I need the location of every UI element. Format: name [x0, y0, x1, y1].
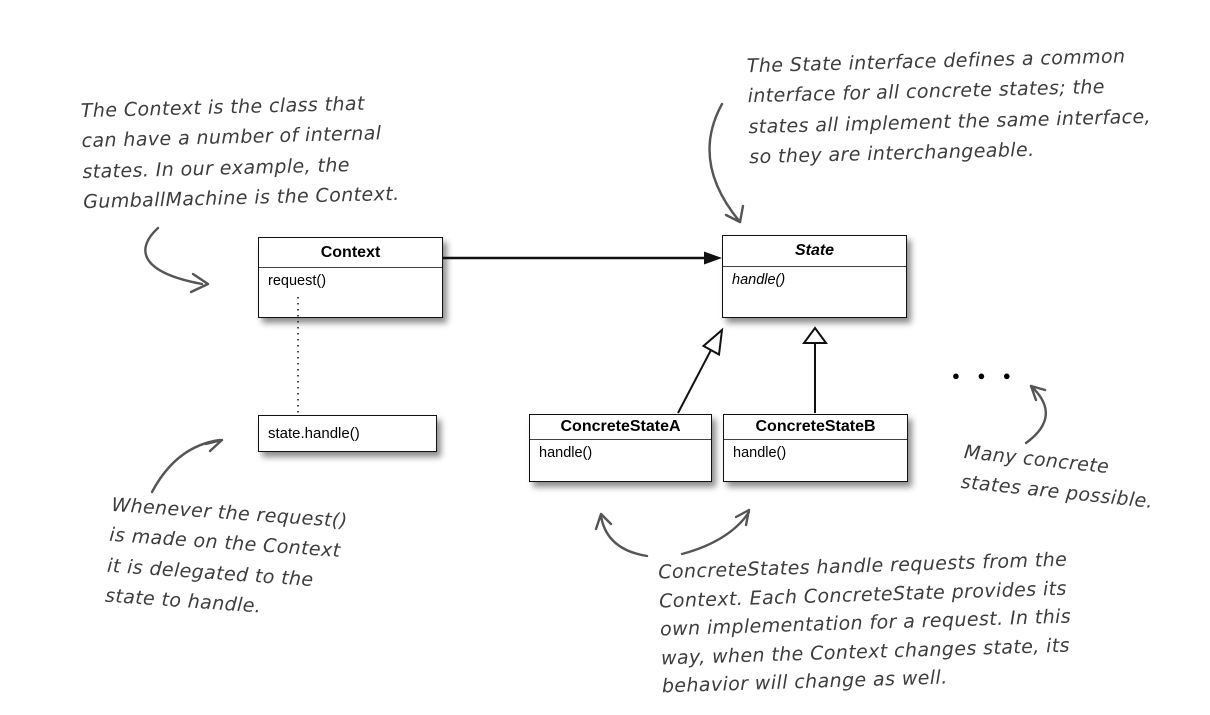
state-annotation: The State interface defines a common interface for all concrete states; the states all implement the same interface, so they are interchangeable. [746, 45, 1152, 169]
request-delegation-annotation: Whenever the request() is made on the Context it is delegated to the state to handle. [104, 493, 349, 618]
concrete-state-b-box [723, 414, 908, 482]
state-handle-code-box: state.handle() [258, 415, 437, 452]
inheritance-arrow-concrete-b [804, 328, 826, 413]
state-method-handle: handle() [732, 272, 786, 288]
state-note-arrow [710, 104, 743, 222]
context-class-box [258, 237, 443, 318]
inheritance-arrow-concrete-a [678, 330, 722, 413]
concrete-state-a-name: ConcreteStateA [530, 415, 711, 440]
context-note-arrow [145, 228, 208, 292]
association-arrow-context-to-state [443, 252, 722, 265]
state-interface-name: State [723, 236, 906, 267]
concrete-state-a-method-handle: handle() [539, 445, 593, 461]
concrete-note-arrow-left [596, 514, 647, 556]
many-note-arrow [1026, 386, 1046, 443]
context-class-name: Context [259, 238, 442, 268]
ellipsis-dots: ● ● ● [952, 368, 1018, 383]
concrete-state-b-method-handle: handle() [733, 445, 787, 461]
many-states-annotation: Many concrete states are possible. [959, 441, 1155, 514]
concrete-state-a-box [529, 414, 712, 482]
concrete-state-b-name: ConcreteStateB [724, 415, 907, 440]
context-method-request: request() [268, 273, 327, 289]
context-annotation: The Context is the class that can have a number of internal states. In our example, the GumballMachine is the Context. [80, 92, 400, 214]
request-note-arrow [152, 440, 222, 492]
concrete-note-arrow-right [682, 510, 749, 554]
concrete-states-annotation: ConcreteStates handle requests from the Context. Each ConcreteState provides its own implementation for a request. In this way, when the Context changes state, its behavior will change as well. [657, 548, 1072, 698]
state-interface-box [722, 235, 907, 318]
